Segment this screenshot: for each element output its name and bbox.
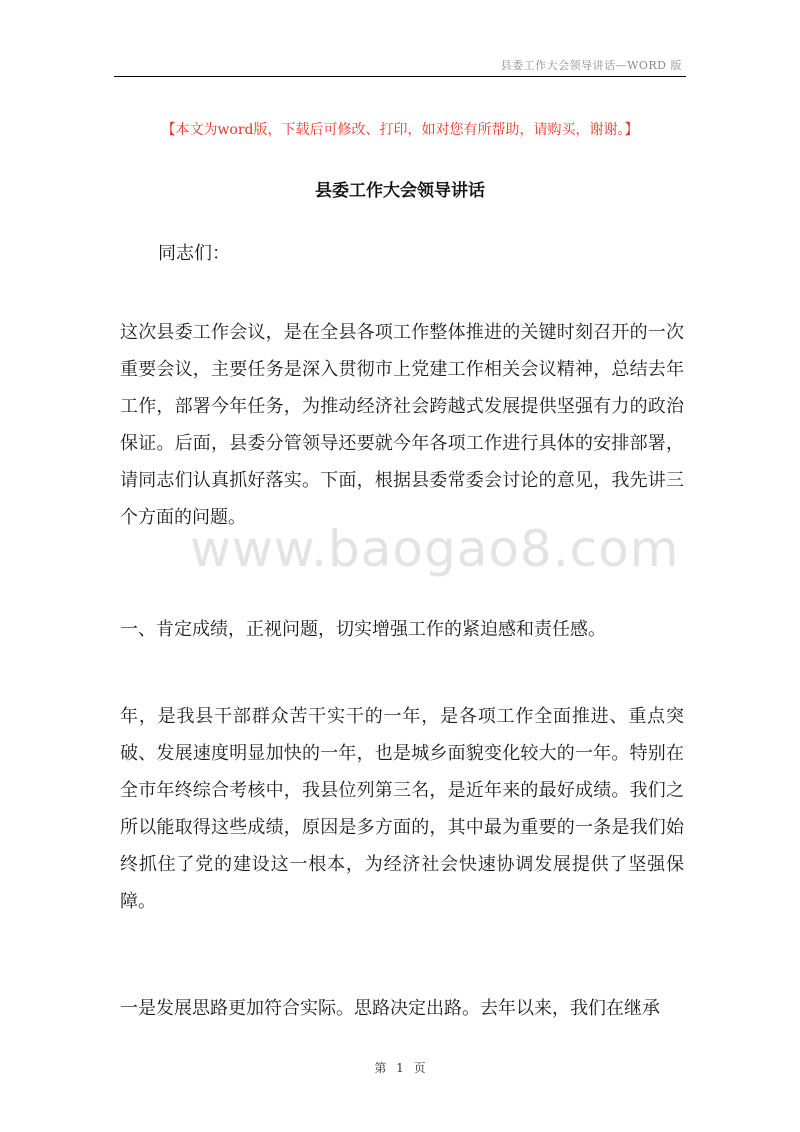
page-footer [0,1059,800,1076]
paragraph-intro: 这次县委工作会议，是在全县各项工作整体推进的关键时刻召开的一次重要会议，主要任务是深入贯彻市上党建工作相关会议精神，总结去年工作，部署今年任务，为推动经济社会跨越式发展提供坚强有力的政治保证。后面，县委分管领导还要就今年各项工作进行具体的安排部署，请同志们认真抓好落实。下面，根据县委常委会讨论的意见，我先讲三个方面的问题。 [120,322,684,528]
section-heading-1: 一、肯定成绩，正视问题，切实增强工作的紧迫感和责任感。 [120,619,606,640]
greeting: 同志们： [158,243,230,264]
watermark: www.baogao8.com [190,520,680,578]
page-prefix: 第 [374,1061,387,1075]
running-header: 县委工作大会领导讲话—WORD 版 [500,59,682,72]
paragraph-point-1: 一是发展思路更加符合实际。思路决定出路。去年以来，我们在继承 [120,998,660,1019]
download-notice: 【本文为word版，下载后可修改、打印，如对您有所帮助，请购买，谢谢。】 [161,122,639,138]
header-divider [114,76,686,77]
document-title: 县委工作大会领导讲话 [315,181,485,201]
page-suffix: 页 [413,1061,426,1075]
page-number: 1 [396,1061,404,1075]
paragraph-achievements: 年，是我县干部群众苦干实干的一年，是各项工作全面推进、重点突破、发展速度明显加快的一年，也是城乡面貌变化较大的一年。特别在全市年终综合考核中，我县位列第三名，是近年来的最好成绩。我们之所以能取得这些成绩，原因是多方面的，其中最为重要的一条是我们始终抓住了党的建设这一根本，为经济社会快速协调发展提供了坚强保障。 [120,706,684,912]
